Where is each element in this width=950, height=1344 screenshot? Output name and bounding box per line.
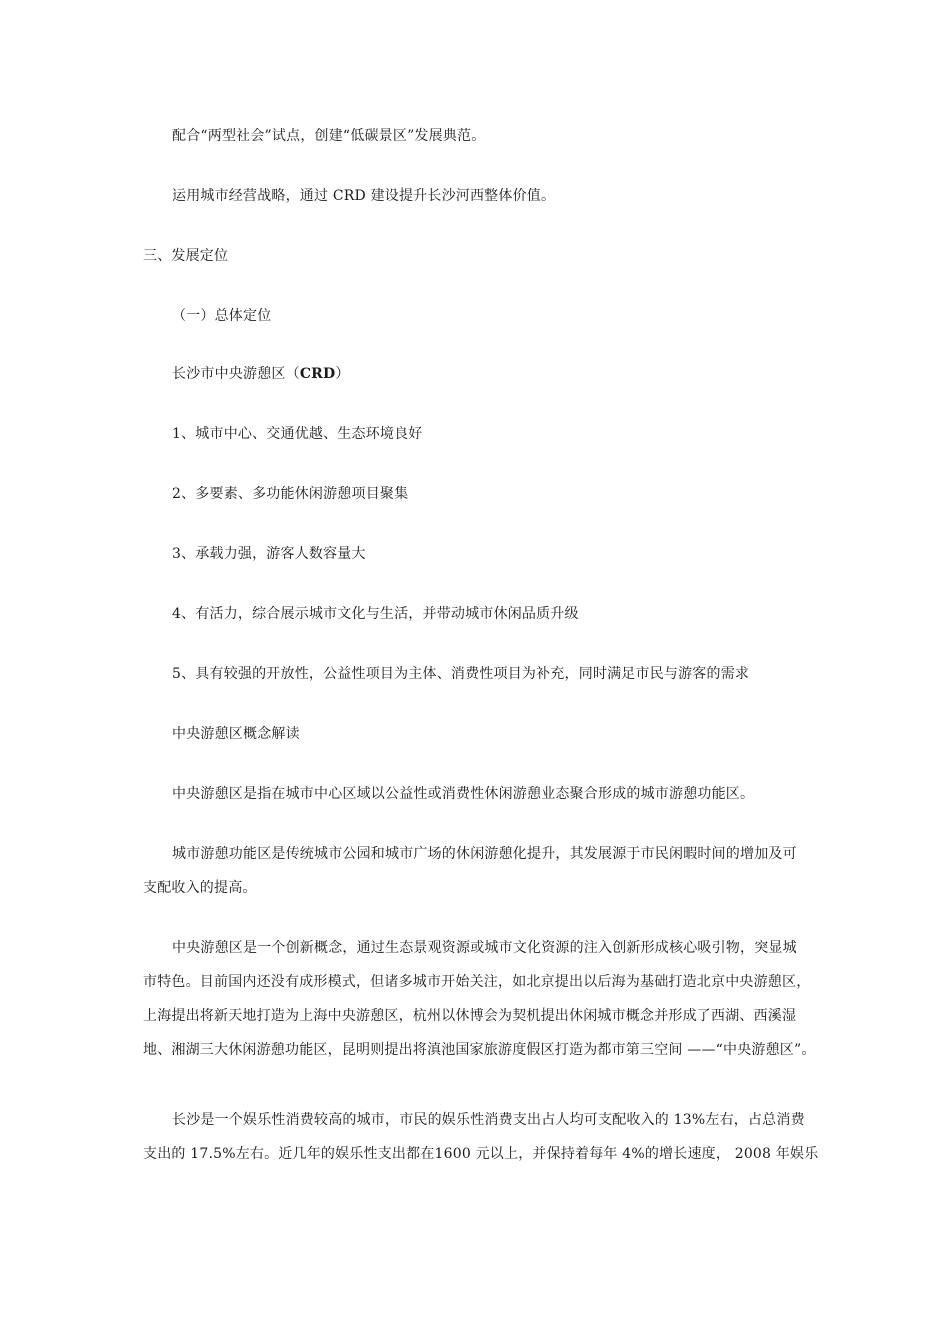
paragraph-2-line-1: 中央游憩区是一个创新概念，通过生态景观资源或城市文化资源的注入创新形成核心吸引物，突显城: [172, 940, 797, 956]
concept-heading: 中央游憩区概念解读: [172, 726, 300, 742]
list-item-3: 3、承载力强，游客人数容量大: [172, 546, 366, 562]
paragraph-1-line-2: 支配收入的提高。: [143, 880, 257, 896]
paragraph-3-line-1: 长沙是一个娱乐性消费较高的城市，市民的娱乐性消费支出占人均可支配收入的 13%左右，占总消费: [172, 1112, 805, 1128]
paragraph-3-line-2: 支出的 17.5%左右。近几年的娱乐性支出都在1600 元以上，并保持着每年 4%的增长速度， 2008 年娱乐: [143, 1146, 819, 1162]
paragraph-1-line-1: 城市游憩功能区是传统城市公园和城市广场的休闲游憩化提升，其发展源于市民闲暇时间的增加及可: [172, 846, 797, 862]
section-heading: 三、发展定位: [143, 248, 229, 264]
crd-title-abbr: CRD: [299, 366, 336, 382]
list-item-5: 5、具有较强的开放性，公益性项目为主体、消费性项目为补充，同时满足市民与游客的需求: [172, 666, 750, 682]
text-line-city-operation-strategy: 运用城市经营战略，通过 CRD 建设提升长沙河西整体价值。: [172, 188, 556, 204]
text-line-two-type-society: 配合“两型社会”试点，创建“低碳景区”发展典范。: [172, 128, 486, 144]
crd-title-prefix: 长沙市中央游憩区（: [172, 366, 300, 382]
crd-title-suffix: ）: [335, 366, 350, 382]
list-item-2: 2、多要素、多功能休闲游憩项目聚集: [172, 486, 409, 502]
list-item-4: 4、有活力，综合展示城市文化与生活，并带动城市休闲品质升级: [172, 606, 579, 622]
subsection-heading: （一）总体定位: [172, 308, 272, 324]
paragraph-2-line-2: 市特色。目前国内还没有成形模式，但诸多城市开始关注，如北京提出以后海为基础打造北京中央游憩区，: [143, 974, 811, 990]
paragraph-2-line-4: 地、湘湖三大休闲游憩功能区，昆明则提出将滇池国家旅游度假区打造为都市第三空间 ——“中央游憩区”。: [143, 1042, 816, 1058]
crd-title: [172, 364, 350, 384]
paragraph-2-line-3: 上海提出将新天地打造为上海中央游憩区，杭州以休博会为契机提出休闲城市概念并形成了西湖、西溪湿: [143, 1008, 797, 1024]
list-item-1: 1、城市中心、交通优越、生态环境良好: [172, 426, 423, 442]
definition-text: 中央游憩区是指在城市中心区域以公益性或消费性休闲游憩业态聚合形成的城市游憩功能区。: [172, 786, 755, 802]
